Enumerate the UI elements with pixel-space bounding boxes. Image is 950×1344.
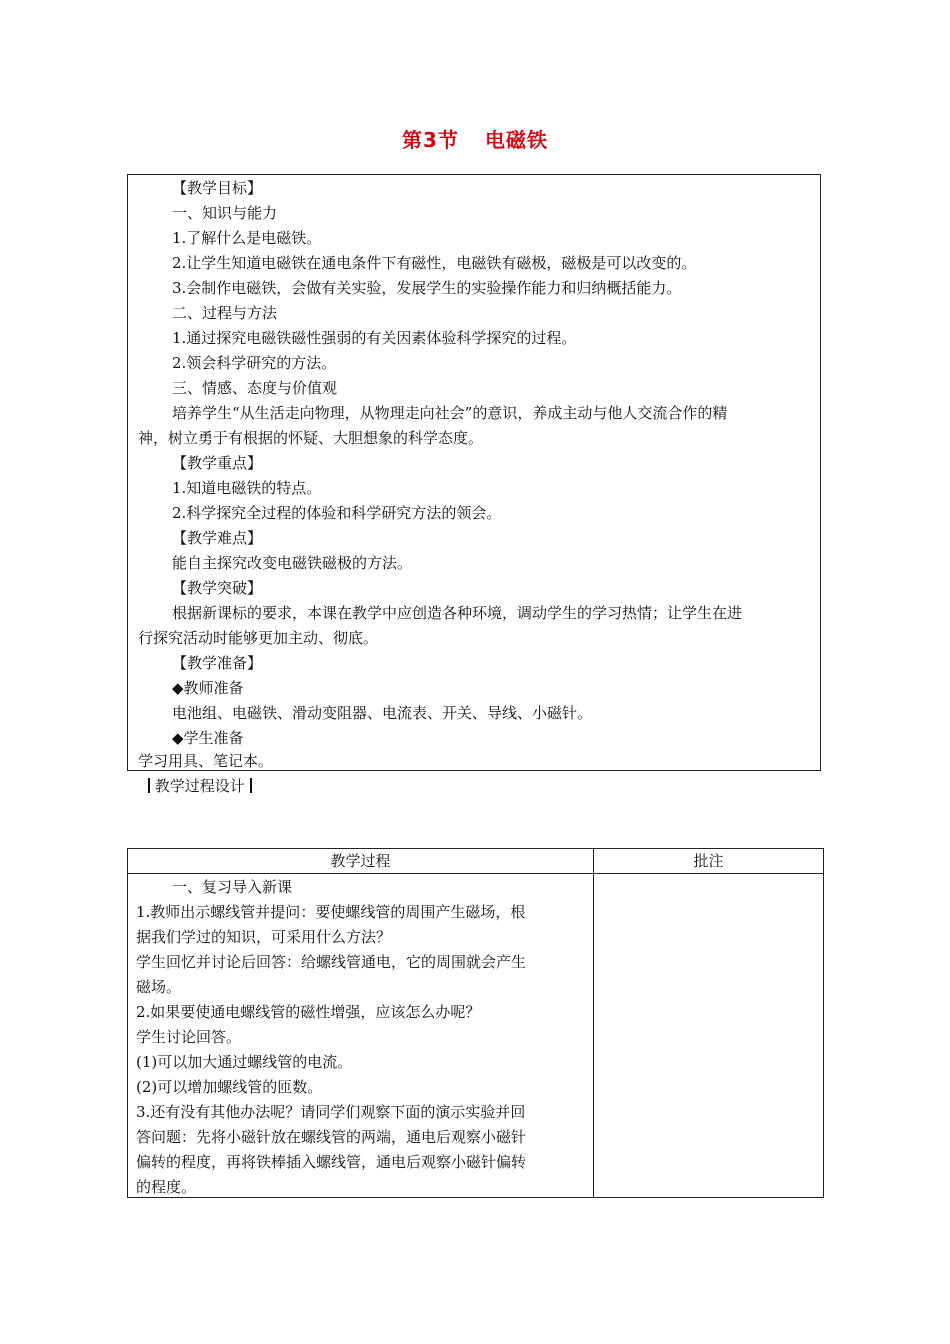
process-line: 答问题：先将小磁针放在螺线管的两端，通电后观察小磁针 [136,1128,527,1146]
knowledge-heading: 一、知识与能力 [172,204,278,222]
student-prep-line: 学习用具、笔记本。 [138,752,274,770]
section-name: 电磁铁 [484,128,548,152]
process-line: 的程度。 [136,1178,197,1196]
objective-line: 1.通过探究电磁铁磁性强弱的有关因素体验科学探究的过程。 [172,329,577,347]
process-line: 学生讨论回答。 [136,1028,242,1046]
process-line: 2.如果要使通电螺线管的磁性增强，应该怎么办呢？ [136,1003,481,1021]
process-line: (2)可以增加螺线管的匝数。 [136,1078,323,1096]
process-line: 磁场。 [136,978,182,996]
teacher-prep-heading: ◆教师准备 [172,679,244,697]
page-title [0,124,950,153]
process-line: 偏转的程度，再将铁棒插入螺线管，通电后观察小磁针偏转 [136,1153,527,1171]
objectives-heading: 【教学目标】 [172,179,263,197]
process-line: (1)可以加大通过螺线管的电流。 [136,1053,353,1071]
difficulty-heading: 【教学难点】 [172,529,263,547]
objective-line: 2.领会科学研究的方法。 [172,354,337,372]
section-number: 第3节 [402,128,459,152]
objective-line: 3.会制作电磁铁，会做有关实验，发展学生的实验操作能力和归纳概括能力。 [172,279,682,297]
key-point-line: 2.科学探究全过程的体验和科学研究方法的领会。 [172,504,502,522]
breakthrough-line: 根据新课标的要求，本课在教学中应创造各种环境，调动学生的学习热情；让学生在进 [172,604,743,622]
teacher-prep-line: 电池组、电磁铁、滑动变阻器、电流表、开关、导线、小磁针。 [172,704,593,722]
process-table [127,848,824,1198]
process-line: 一、复习导入新课 [172,878,293,896]
process-line: 据我们学过的知识，可采用什么方法？ [136,928,392,946]
process-line: 3.还有没有其他办法呢？请同学们观察下面的演示实验并回 [136,1103,526,1121]
breakthrough-line: 行探究活动时能够更加主动、彻底。 [138,629,379,647]
objective-line: 2.让学生知道电磁铁在通电条件下有磁性，电磁铁有磁极，磁极是可以改变的。 [172,254,697,272]
process-line: 1.教师出示螺线管并提问：要使螺线管的周围产生磁场，根 [136,903,526,921]
key-point-line: 1.知道电磁铁的特点。 [172,479,322,497]
process-line: 学生回忆并讨论后回答：给螺线管通电，它的周围就会产生 [136,953,527,971]
attitude-heading: 三、情感、态度与价值观 [172,379,338,397]
process-method-heading: 二、过程与方法 [172,304,278,322]
process-cell [128,874,594,1198]
process-column-header: 教学过程 [128,849,594,874]
breakthrough-heading: 【教学突破】 [172,579,263,597]
objective-line: 1.了解什么是电磁铁。 [172,229,322,247]
difficulty-line: 能自主探究改变电磁铁磁极的方法。 [172,554,413,572]
objectives-box [127,174,821,771]
objective-line: 神，树立勇于有根据的怀疑、大胆想象的科学态度。 [138,429,484,447]
preparation-heading: 【教学准备】 [172,654,263,672]
student-prep-heading: ◆学生准备 [172,729,244,747]
notes-cell [594,874,824,1198]
process-design-label [148,776,252,796]
process-design-text: 教学过程设计 [154,777,245,795]
key-points-heading: 【教学重点】 [172,454,263,472]
notes-column-header: 批注 [594,849,824,874]
objective-line: 培养学生“从生活走向物理，从物理走向社会”的意识，养成主动与他人交流合作的精 [172,404,728,422]
